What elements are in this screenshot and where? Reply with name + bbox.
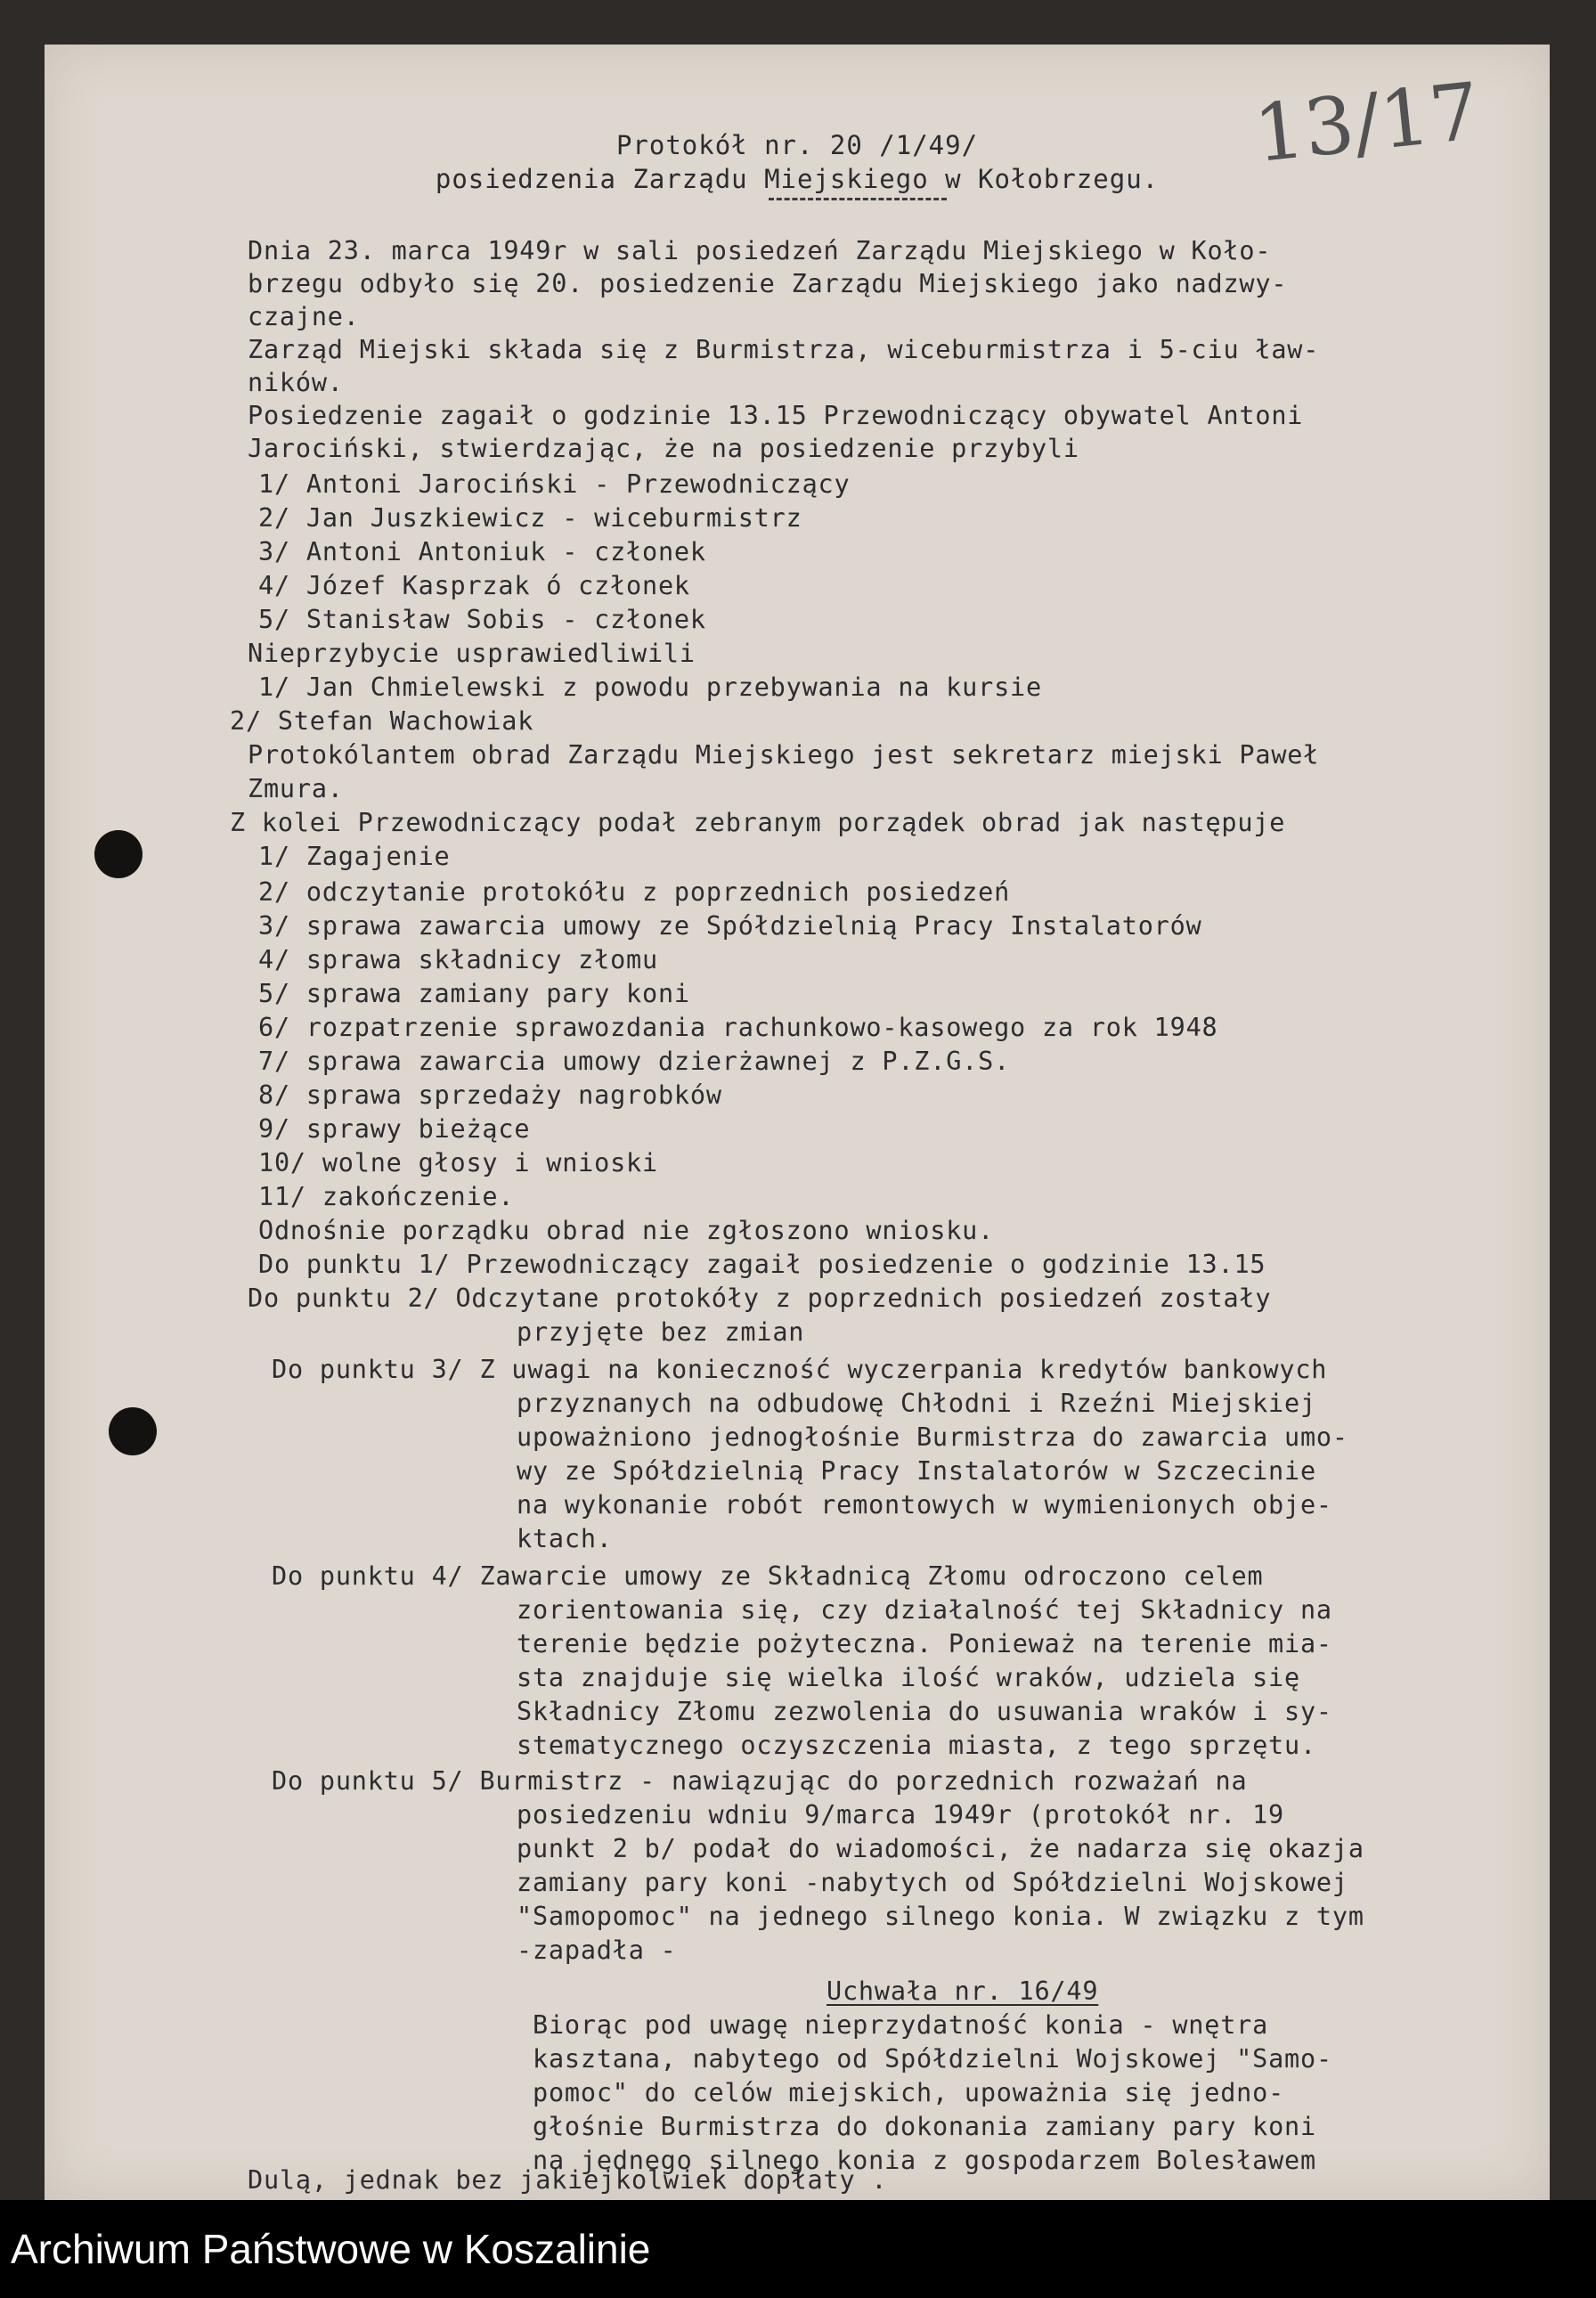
- body-line: Protokólantem obrad Zarządu Miejskiego jest sekretarz miejski Paweł: [248, 740, 1320, 770]
- body-line: upoważniono jednogłośnie Burmistrza do zawarcia umo-: [517, 1422, 1348, 1452]
- document-subtitle: posiedzenia Zarządu Miejskiego w Kołobrzegu.: [435, 164, 1160, 194]
- body-line: 4/ sprawa składnicy złomu: [258, 945, 658, 974]
- body-line: 2/ Jan Juszkiewicz - wiceburmistrz: [258, 503, 802, 533]
- body-line: głośnie Burmistrza do dokonania zamiany pary koni: [533, 2112, 1316, 2141]
- body-line: 3/ sprawa zawarcia umowy ze Spółdzielnią Pracy Instalatorów: [258, 911, 1202, 941]
- body-line: stematycznego oczyszczenia miasta, z tego sprzętu.: [517, 1731, 1316, 1760]
- body-line: 2/ Stefan Wachowiak: [230, 706, 534, 736]
- body-line: na wykonanie robót remontowych w wymienionych obje-: [517, 1490, 1332, 1520]
- body-line: Do punktu 3/ Z uwagi na konieczność wyczerpania kredytów bankowych: [272, 1355, 1328, 1384]
- body-line: Nieprzybycie usprawiedliwili: [248, 639, 696, 668]
- body-line: wy ze Spółdzielnią Pracy Instalatorów w Szczecinie: [517, 1456, 1316, 1486]
- document-page: [45, 45, 1550, 2200]
- body-line: brzegu odbyło się 20. posiedzenie Zarządu Miejskiego jako nadzwy-: [248, 269, 1288, 298]
- body-line: na jednego silnego konia z gospodarzem Bolesławem: [533, 2146, 1316, 2175]
- body-line: -zapadła -: [517, 1935, 677, 1965]
- body-line: czajne.: [248, 302, 360, 331]
- footer-bar: [0, 2200, 1596, 2298]
- body-line: pomoc" do celów miejskich, upoważnia się jedno-: [533, 2078, 1285, 2107]
- body-line: 6/ rozpatrzenie sprawozdania rachunkowo-kasowego za rok 1948: [258, 1013, 1218, 1042]
- body-line: 5/ sprawa zamiany pary koni: [258, 979, 690, 1008]
- body-line: 8/ sprawa sprzedaży nagrobków: [258, 1080, 722, 1110]
- body-line: przyjęte bez zmian: [517, 1317, 805, 1347]
- body-line: posiedzeniu wdniu 9/marca 1949r (protokół nr. 19: [517, 1800, 1285, 1829]
- body-line: ników.: [248, 368, 344, 397]
- body-line: Do punktu 5/ Burmistrz - nawiązując do porzednich rozważań na: [272, 1766, 1248, 1796]
- body-line: Z kolei Przewodniczący podał zebranym porządek obrad jak następuje: [230, 808, 1286, 837]
- body-line: punkt 2 b/ podał do wiadomości, że nadarza się okazja: [517, 1834, 1364, 1863]
- body-line: 1/ Zagajenie: [258, 842, 451, 871]
- body-line: 11/ zakończenie.: [258, 1182, 515, 1211]
- body-line: Posiedzenie zagaił o godzinie 13.15 Przewodniczący obywatel Antoni: [248, 401, 1304, 430]
- body-line: 2/ odczytanie protokółu z poprzednich posiedzeń: [258, 877, 1011, 907]
- body-line: terenie będzie pożyteczna. Ponieważ na terenie mia-: [517, 1629, 1332, 1658]
- punch-hole-top: [94, 830, 142, 878]
- document-title: Protokół nr. 20 /1/49/: [615, 130, 979, 160]
- body-line: zorientowania się, czy działalność tej Składnicy na: [517, 1595, 1332, 1625]
- body-line: Dulą, jednak bez jakiejkolwiek dopłaty .: [248, 2165, 888, 2195]
- body-line: kasztana, nabytego od Spółdzielni Wojskowej "Samo-: [533, 2044, 1332, 2074]
- body-line: Do punktu 4/ Zawarcie umowy ze Składnicą Złomu odroczono celem: [272, 1561, 1264, 1591]
- archive-name: Archiwum Państwowe w Koszalinie: [11, 2226, 651, 2272]
- body-line: Zmura.: [248, 774, 344, 803]
- body-line: Zarząd Miejski składa się z Burmistrza, wiceburmistrza i 5-ciu ław-: [248, 335, 1320, 364]
- body-line: "Samopomoc" na jednego silnego konia. W związku z tym: [517, 1902, 1364, 1931]
- body-line: 4/ Józef Kasprzak ó członek: [258, 571, 690, 600]
- body-line: 7/ sprawa zawarcia umowy dzierżawnej z P.Z.G.S.: [258, 1047, 1011, 1076]
- body-line: sta znajduje się wielka ilość wraków, udziela się: [517, 1663, 1300, 1692]
- body-line: Do punktu 2/ Odczytane protokóły z poprzednich posiedzeń zostały: [248, 1283, 1272, 1313]
- body-line: Odnośnie porządku obrad nie zgłoszono wniosku.: [258, 1216, 995, 1245]
- body-line: Składnicy Złomu zezwolenia do usuwania wraków i sy-: [517, 1697, 1332, 1726]
- body-line: 1/ Jan Chmielewski z powodu przebywania na kursie: [258, 672, 1042, 702]
- punch-hole-bottom: [109, 1407, 157, 1455]
- body-line: Dnia 23. marca 1949r w sali posiedzeń Zarządu Miejskiego w Koło-: [248, 236, 1272, 265]
- body-line: 5/ Stanisław Sobis - członek: [258, 605, 706, 634]
- body-line: ktach.: [517, 1524, 613, 1553]
- body-line: zamiany pary koni -nabytych od Spółdzielni Wojskowej: [517, 1868, 1348, 1897]
- title-separator: [769, 198, 947, 200]
- archival-number-annotation: 13/17: [1250, 65, 1485, 180]
- body-line: Biorąc pod uwagę nieprzydatność konia - wnętra: [533, 2010, 1269, 2040]
- body-line: 9/ sprawy bieżące: [258, 1114, 531, 1144]
- body-line: przyznanych na odbudowę Chłodni i Rzeźni Miejskiej: [517, 1389, 1316, 1418]
- body-line: Jarociński, stwierdzając, że na posiedzenie przybyli: [248, 434, 1079, 463]
- body-line: 1/ Antoni Jarociński - Przewodniczący: [258, 469, 851, 499]
- resolution-heading: Uchwała nr. 16/49: [826, 1976, 1099, 2006]
- body-line: Do punktu 1/ Przewodniczący zagaił posiedzenie o godzinie 13.15: [258, 1250, 1266, 1279]
- body-line: 3/ Antoni Antoniuk - członek: [258, 537, 706, 566]
- body-line: 10/ wolne głosy i wnioski: [258, 1148, 658, 1178]
